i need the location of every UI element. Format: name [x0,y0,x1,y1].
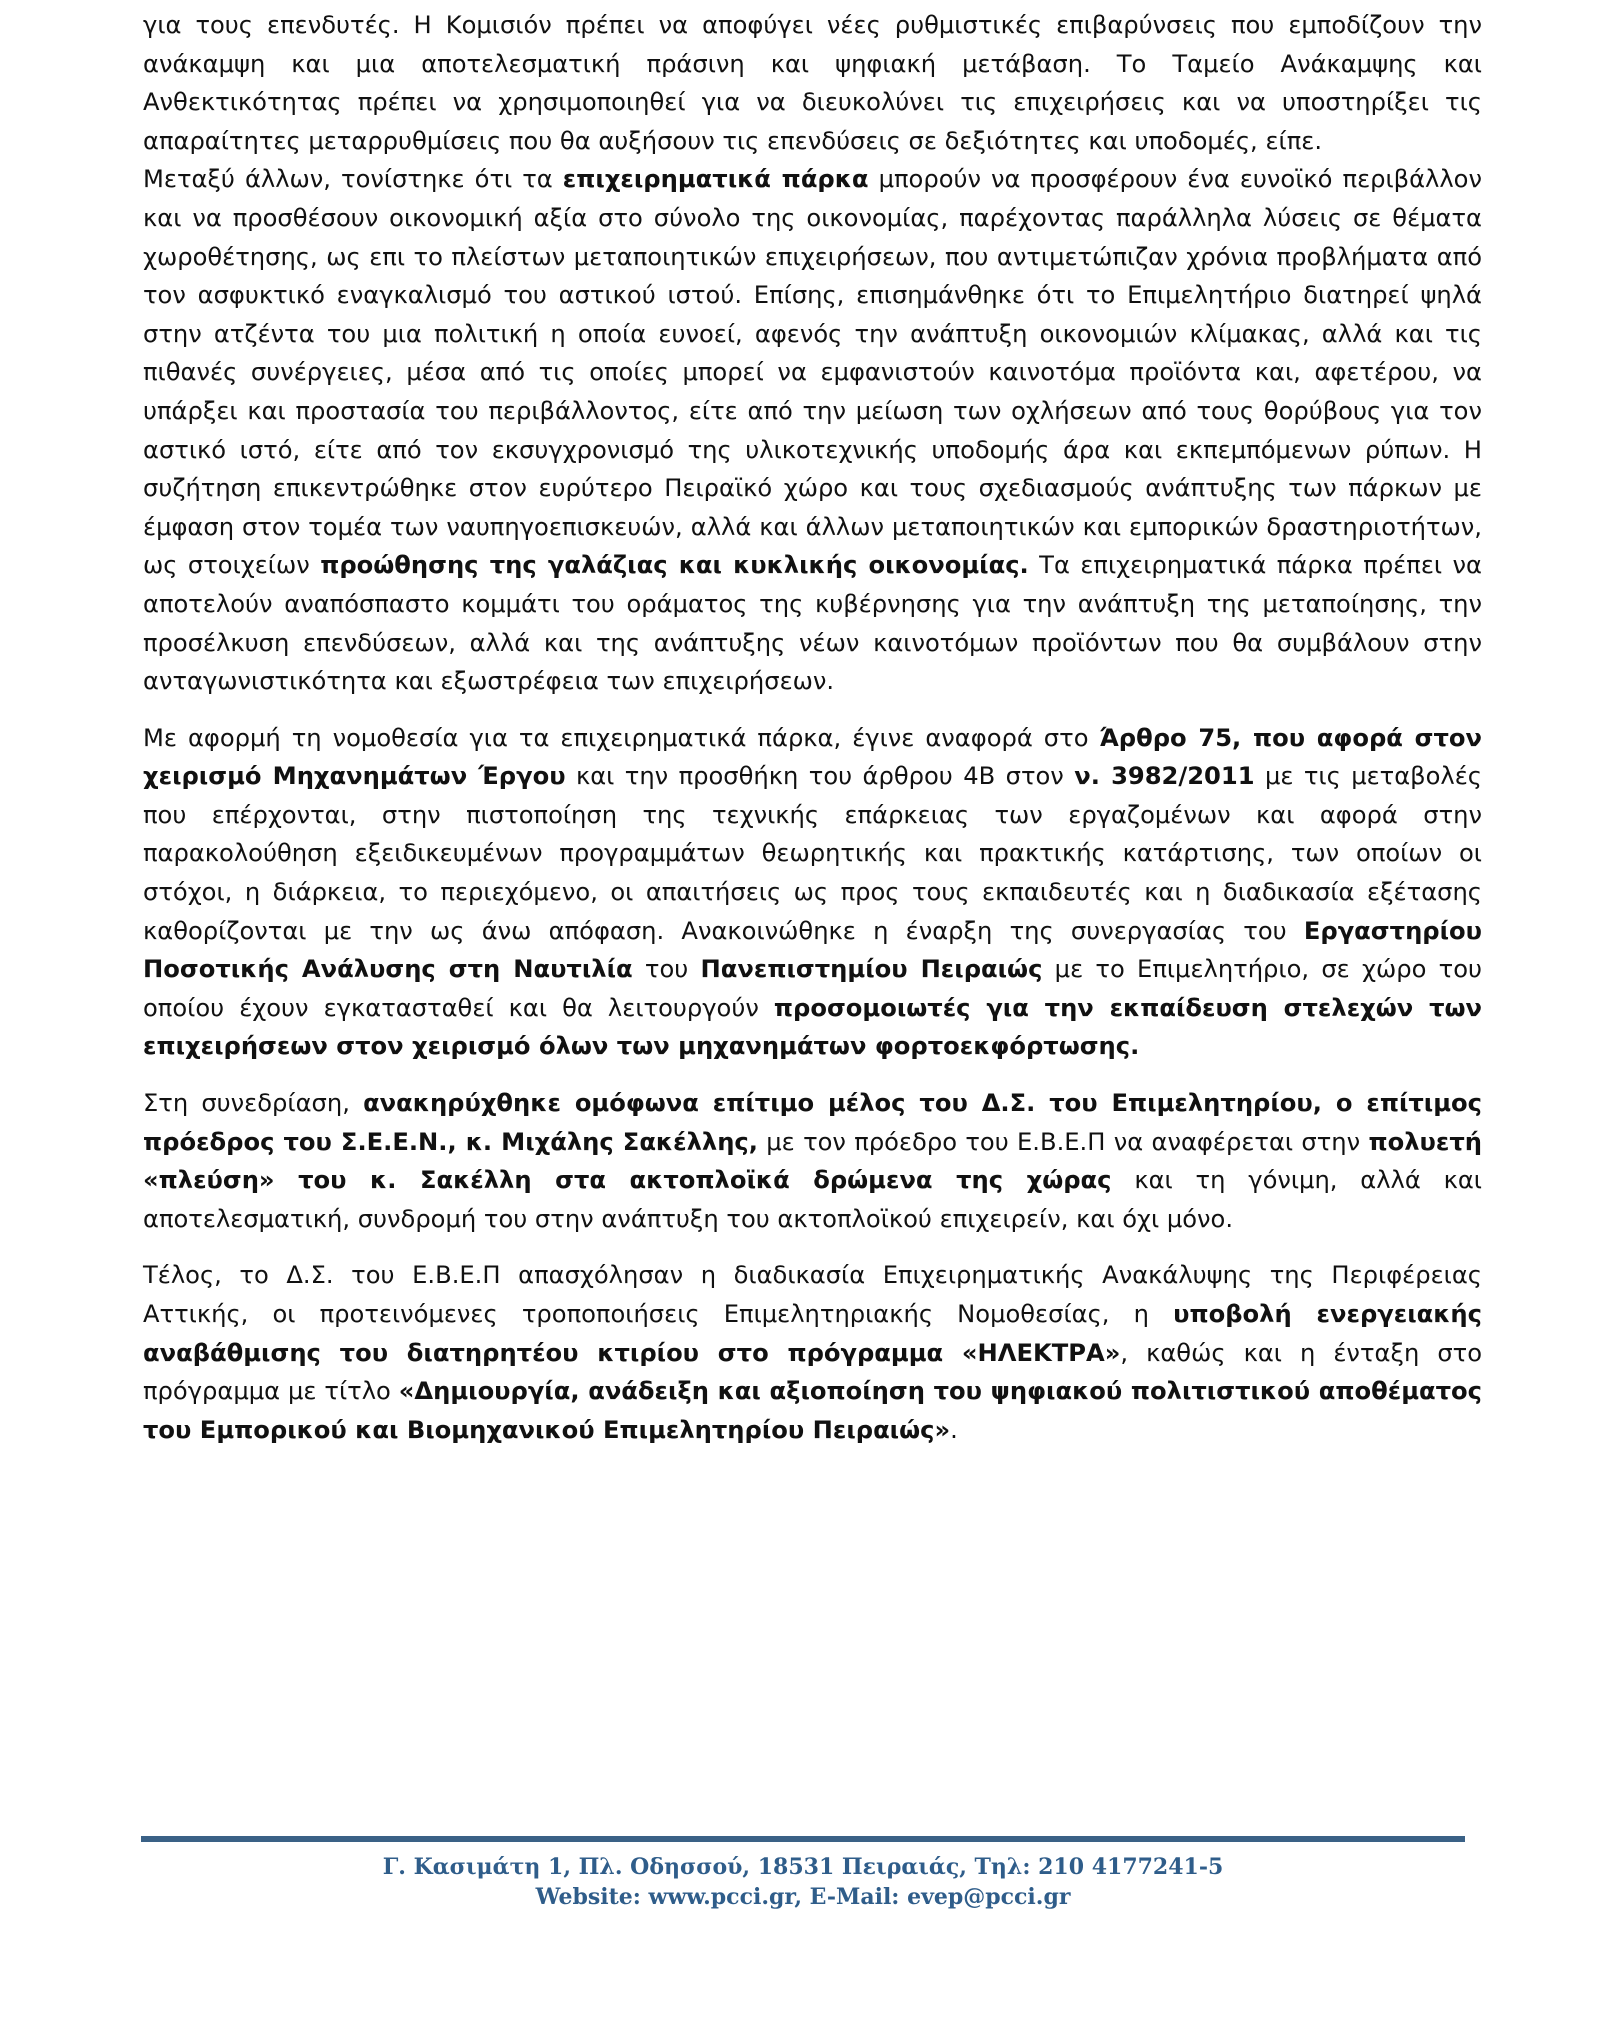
text-segment: . [950,1415,958,1444]
footer-contact: Website: www.pcci.gr, E-Mail: evep@pcci.gr [535,1884,1071,1910]
bold-segment: επιχειρηματικά πάρκα [562,165,869,194]
paragraph-investors [143,6,1482,160]
footer-divider [141,1836,1465,1842]
bold-segment: υποβολή ενεργειακής αναβάθμισης του διατηρητέου κτιρίου στο πρόγραμμα «ΗΛΕΚΤΡΑ» [143,1300,1482,1367]
text-segment: Με αφορμή τη νομοθεσία για τα επιχειρηματικά πάρκα, έγινε αναφορά στο [143,723,1100,752]
text-segment: και την προσθήκη του άρθρου 4Β στον [565,762,1075,791]
text-segment: και τη γόνιμη, αλλά και αποτελεσματική, συνδρομή του στην ανάπτυξη του ακτοπλοϊκού επιχειρείν, και όχι μόνο. [143,1166,1482,1233]
text-segment: για τους επενδυτές. Η Κομισιόν πρέπει να αποφύγει νέες ρυθμιστικές επιβαρύνσεις που εμποδίζουν την ανάκαμψη και μια αποτελεσματική πράσινη και ψηφιακή μετάβαση. Το Ταμείο Ανάκαμψης και Ανθεκτικότητας πρέπει να χρησιμοποιηθεί για να διευκολύνει τις επιχειρήσεις και να υποστηρίξει τις απαραίτητες μεταρρυθμίσεις που θα αυξήσουν τις επενδύσεις σε δεξιότητες και υποδομές, είπε. [143,11,1482,155]
text-segment: , καθώς και η ένταξη στο πρόγραμμα με τίτλο [143,1338,1483,1406]
text-segment: μπορούν να προσφέρουν ένα ευνοϊκό περιβάλλον και να προσθέσουν οικονομική αξία στο σύνολο της οικονομίας, παρέχοντας παράλληλα λύσεις σε θέματα χωροθέτησης, ως επι το πλείστων μεταποιητικών επιχειρήσεων, που αντιμετώπιζαν χρόνια προβλήματα από τον ασφυκτικό εναγκαλισμό του αστικού ιστού. Επίσης, επισημάνθηκε ότι το Επιμελητήριο διατηρεί ψηλά στην ατζέντα του μια πολιτική η οποία ευνοεί, αφενός την ανάπτυξη οικονομιών κλίμακας, αλλά και τις πιθανές συνέργειες, μέσα από τις οποίες μπορεί να εμφανιστούν καινοτόμα προϊόντα και, αφετέρου, να υπάρξει και προστασία του περιβάλλοντος, είτε από την μείωση των οχλήσεων από τους θορύβους για τον αστικό ιστό, είτε από τον εκσυγχρονισμό της υλικοτεχνικής υποδομής άρα και εκπεμπόμενων ρύπων. Η συζήτηση επικεντρώθηκε στον ευρύτερο Πειραϊκό χώρο και τους σχεδιασμούς ανάπτυξης των πάρκων με έμφαση στον τομέα των ναυπηγοεπισκευών, αλλά και άλλων μεταποιητικών και εμπορικών δραστηριοτήτων, ως στοιχείων [143,165,1482,580]
paragraph-closing [143,1256,1482,1449]
document-body [143,6,1482,1467]
text-segment: με τις μεταβολές που επέρχονται, στην πιστοποίηση της τεχνικής επάρκειας των εργαζομένων και αφορά στην παρακολούθηση εξειδικευμένων προγραμμάτων θεωρητικής και πρακτικής κατάρτισης, των οποίων οι στόχοι, η διάρκεια, το περιεχόμενο, οι απαιτήσεις ως προς τους εκπαιδευτές και η διαδικασία εξέτασης καθορίζονται με την ως άνω απόφαση. Ανακοινώθηκε η έναρξη της συνεργασίας του [143,762,1483,945]
paragraph-legislation [143,719,1482,1066]
bold-segment: ανακηρύχθηκε ομόφωνα επίτιμο μέλος του Δ.Σ. του Επιμελητηρίου, ο επίτιμος πρόεδρος του Σ.Ε.Ε.Ν., κ. Μιχάλης Σακέλλης, [143,1089,1482,1156]
text-segment: με το Επιμελητήριο, σε χώρο του οποίου έχουν εγκατασταθεί και θα λειτουργούν [143,955,1483,1022]
bold-segment: πολυετή «πλεύση» του κ. Σακέλλη στα ακτοπλοϊκά δρώμενα της χώρας [143,1127,1482,1195]
paragraph-honorary-member [143,1084,1482,1238]
bold-segment: προώθησης της γαλάζιας και κυκλικής οικονομίας. [320,551,1029,580]
paragraph-business-parks [143,160,1482,700]
text-segment: Μεταξύ άλλων, τονίστηκε ότι τα [143,165,563,194]
bold-segment: «Δημιουργία, ανάδειξη και αξιοποίηση του ψηφιακού πολιτιστικού αποθέματος του Εμπορικού και Βιομηχανικού Επιμελητηρίου Πειραιώς» [143,1377,1482,1444]
bold-segment: Άρθρο 75, που αφορά στον χειρισμό Μηχανημάτων Έργου [143,723,1483,791]
text-segment: του [632,955,701,984]
text-segment: Στη συνεδρίαση, [143,1089,364,1118]
bold-segment: προσομοιωτές για την εκπαίδευση στελεχών των επιχειρήσεων στον χειρισμό όλων των μηχανημάτων φορτοεκφόρτωσης. [143,993,1482,1061]
bold-segment: Πανεπιστημίου Πειραιώς [700,955,1043,984]
footer-address: Γ. Κασιμάτη 1, Πλ. Οδησσού, 18531 Πειραιάς, Τηλ: 210 4177241-5 [382,1854,1224,1880]
text-segment: Τα επιχειρηματικά πάρκα πρέπει να αποτελούν αναπόσπαστο κομμάτι του οράματος της κυβέρνησης για την ανάπτυξη της μεταποίησης, την προσέλκυση επενδύσεων, αλλά και της ανάπτυξης νέων καινοτόμων προϊόντων που θα συμβάλουν στην ανταγωνιστικότητα και εξωστρέφεια των επιχειρήσεων. [143,551,1482,696]
text-segment: Τέλος, το Δ.Σ. του Ε.Β.Ε.Π απασχόλησαν η διαδικασία Επιχειρηματικής Ανακάλυψης της Περιφέρειας Αττικής, οι προτεινόμενες τροποποιήσεις Επιμελητηριακής Νομοθεσίας, η [143,1261,1482,1328]
bold-segment: Εργαστηρίου Ποσοτικής Ανάλυσης στη Ναυτιλία [143,916,1482,984]
page-footer [141,1852,1465,1912]
text-segment: με τον πρόεδρο του Ε.Β.Ε.Π να αναφέρεται στην [757,1127,1369,1156]
bold-segment: ν. 3982/2011 [1074,762,1255,791]
